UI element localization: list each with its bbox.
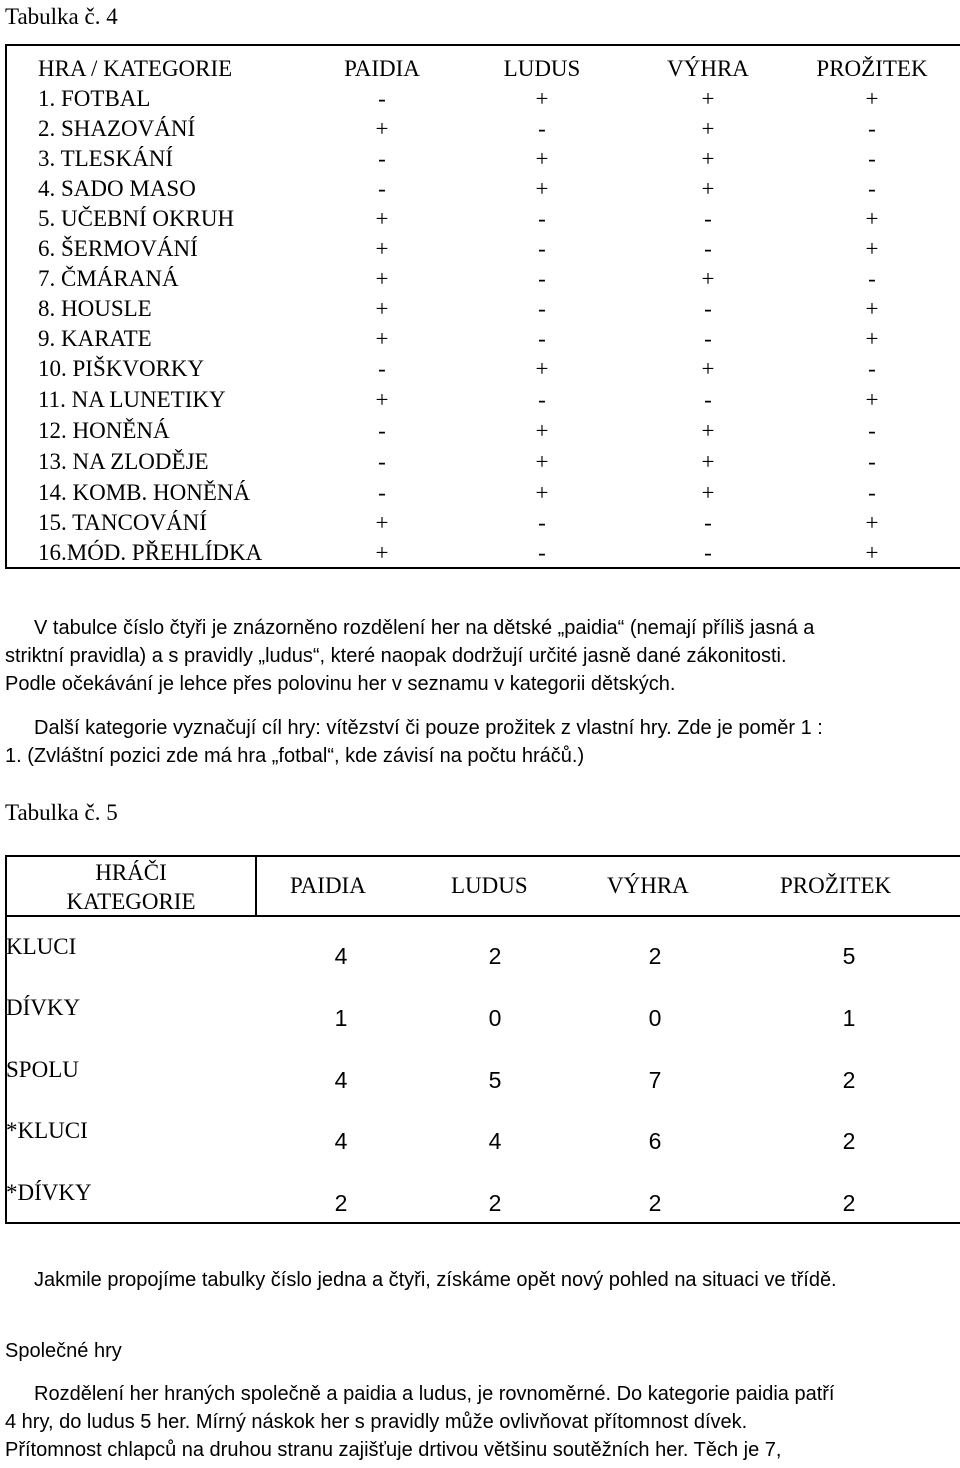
ludus-value: +	[535, 176, 549, 201]
vyhra-value: +	[701, 449, 715, 474]
ludus-value: 4	[488, 1128, 502, 1154]
table4-top-border	[5, 44, 960, 46]
vyhra-value: 2	[648, 1190, 662, 1216]
header-prozitek: PROŽITEK	[816, 56, 928, 81]
row-label: *KLUCI	[6, 1118, 88, 1143]
ludus-value: 5	[488, 1067, 502, 1093]
paidia-value: +	[375, 510, 389, 535]
row-label: DÍVKY	[6, 995, 81, 1020]
vyhra-value: -	[704, 387, 712, 412]
vyhra-value: 7	[648, 1067, 662, 1093]
prozitek-value: +	[865, 236, 879, 261]
prozitek-value: 5	[842, 943, 856, 969]
paidia-value: +	[375, 387, 389, 412]
table-row	[0, 447, 960, 477]
prozitek-value: +	[865, 326, 879, 351]
header-vyhra: VÝHRA	[667, 56, 749, 81]
paidia-value: +	[375, 236, 389, 261]
prozitek-value: -	[868, 480, 876, 505]
paidia-value: -	[378, 146, 386, 171]
paidia-value: 4	[334, 943, 348, 969]
prozitek-value: 2	[842, 1190, 856, 1216]
paragraph-line: striktní pravidla) a s pravidly „ludus“, které naopak dodržují určité jasně dané zákonitosti.	[5, 645, 787, 667]
table-row	[0, 478, 960, 508]
paidia-value: -	[378, 176, 386, 201]
vyhra-value: 2	[648, 943, 662, 969]
vyhra-value: 6	[648, 1128, 662, 1154]
vyhra-value: +	[701, 116, 715, 141]
vyhra-value: +	[701, 418, 715, 443]
table5-bottom-border	[5, 1222, 960, 1224]
table-row	[0, 264, 960, 294]
game-name: 4. SADO MASO	[38, 176, 196, 201]
game-name: 12. HONĚNÁ	[38, 418, 170, 443]
table5-caption: Tabulka č. 5	[5, 800, 118, 825]
table-row	[0, 114, 960, 144]
ludus-value: -	[538, 296, 546, 321]
table-row	[0, 324, 960, 354]
ludus-value: -	[538, 326, 546, 351]
paidia-value: 4	[334, 1128, 348, 1154]
game-name: 11. NA LUNETIKY	[38, 387, 226, 412]
paragraph-table4-description	[5, 614, 955, 698]
paragraph-line: Rozdělení her hraných společně a paidia a ludus, je rovnoměrné. Do kategorie paidia patří	[34, 1383, 835, 1405]
paragraph-common-games	[5, 1380, 955, 1464]
prozitek-value: +	[865, 387, 879, 412]
prozitek-value: -	[868, 449, 876, 474]
game-name: 5. UČEBNÍ OKRUH	[38, 206, 235, 231]
ludus-value: +	[535, 449, 549, 474]
paidia-value: -	[378, 449, 386, 474]
paidia-value: 2	[334, 1190, 348, 1216]
game-name: 13. NA ZLODĚJE	[38, 449, 209, 474]
table4-caption: Tabulka č. 4	[5, 4, 118, 29]
game-name: 3. TLESKÁNÍ	[38, 146, 174, 171]
table5-top-border	[5, 855, 960, 857]
vyhra-value: +	[701, 146, 715, 171]
section-heading-common-games: Společné hry	[5, 1340, 122, 1362]
paragraph-line: Přítomnost chlapců na druhou stranu zajišťuje drtivou většinu soutěžních her. Těch je 7,	[5, 1439, 782, 1461]
vyhra-value: +	[701, 480, 715, 505]
paidia-value: 4	[334, 1067, 348, 1093]
vyhra-value: -	[704, 510, 712, 535]
ludus-value: 2	[488, 943, 502, 969]
paragraph-text: Jakmile propojíme tabulky číslo jedna a čtyři, získáme opět nový pohled na situaci ve třídě.	[34, 1269, 837, 1291]
ludus-value: -	[538, 510, 546, 535]
prozitek-value: 2	[842, 1067, 856, 1093]
ludus-value: -	[538, 387, 546, 412]
table-row	[0, 234, 960, 264]
ludus-value: +	[535, 146, 549, 171]
ludus-value: 2	[488, 1190, 502, 1216]
prozitek-value: +	[865, 296, 879, 321]
ludus-value: +	[535, 418, 549, 443]
paragraph-line: 4 hry, do ludus 5 her. Mírný náskok her s pravidly může ovlivňovat přítomnost dívek.	[5, 1411, 748, 1433]
table-row	[0, 385, 960, 415]
table-row	[0, 416, 960, 446]
t5-header-vyhra: VÝHRA	[607, 873, 689, 898]
table4-header-row	[0, 54, 960, 84]
prozitek-value: -	[868, 418, 876, 443]
game-name: 10. PIŠKVORKY	[38, 356, 205, 381]
game-name: 9. KARATE	[38, 326, 152, 351]
paidia-value: -	[378, 480, 386, 505]
game-name: 14. KOMB. HONĚNÁ	[38, 480, 251, 505]
game-name: 16.MÓD. PŘEHLÍDKA	[38, 540, 263, 565]
prozitek-value: +	[865, 510, 879, 535]
ludus-value: 0	[488, 1005, 502, 1031]
paidia-value: +	[375, 116, 389, 141]
vyhra-value: -	[704, 296, 712, 321]
vyhra-value: +	[701, 356, 715, 381]
prozitek-value: -	[868, 266, 876, 291]
prozitek-value: -	[868, 176, 876, 201]
vyhra-value: +	[701, 176, 715, 201]
game-name: 8. HOUSLE	[38, 296, 152, 321]
table-row	[0, 294, 960, 324]
ludus-value: +	[535, 86, 549, 111]
t5-header-ludus: LUDUS	[451, 873, 528, 898]
paidia-value: -	[378, 86, 386, 111]
paidia-value: +	[375, 296, 389, 321]
paidia-value: +	[375, 326, 389, 351]
row-label: SPOLU	[6, 1057, 79, 1082]
ludus-value: -	[538, 116, 546, 141]
paragraph-combine-tables	[5, 1266, 955, 1294]
game-name: 2. SHAZOVÁNÍ	[38, 116, 196, 141]
game-name: 15. TANCOVÁNÍ	[38, 510, 207, 535]
prozitek-value: -	[868, 146, 876, 171]
paidia-value: +	[375, 266, 389, 291]
prozitek-value: +	[865, 86, 879, 111]
ludus-value: +	[535, 480, 549, 505]
prozitek-value: +	[865, 540, 879, 565]
vyhra-value: +	[701, 86, 715, 111]
table5-corner-header	[7, 858, 255, 916]
vyhra-value: -	[704, 540, 712, 565]
table-row	[0, 84, 960, 114]
paidia-value: 1	[334, 1005, 348, 1031]
table5-header-divider	[255, 855, 257, 917]
vyhra-value: -	[704, 206, 712, 231]
vyhra-value: -	[704, 236, 712, 261]
paidia-value: +	[375, 540, 389, 565]
corner-players-label: HRÁČI	[95, 860, 167, 885]
paragraph-line: Další kategorie vyznačují cíl hry: vítězství či pouze prožitek z vlastní hry. Zde je poměr 1 :	[34, 717, 823, 739]
table-row	[0, 538, 960, 568]
t5-header-prozitek: PROŽITEK	[780, 873, 892, 898]
ludus-value: +	[535, 356, 549, 381]
header-game-category: HRA / KATEGORIE	[38, 56, 233, 81]
table-row	[0, 508, 960, 538]
prozitek-value: -	[868, 116, 876, 141]
prozitek-value: +	[865, 206, 879, 231]
ludus-value: -	[538, 540, 546, 565]
table-row	[0, 174, 960, 204]
vyhra-value: 0	[648, 1005, 662, 1031]
game-name: 6. ŠERMOVÁNÍ	[38, 236, 198, 261]
paragraph-line: V tabulce číslo čtyři je znázorněno rozdělení her na dětské „paidia“ (nemají příliš jasná a	[34, 617, 815, 639]
game-name: 1. FOTBAL	[38, 86, 151, 111]
corner-category-label: KATEGORIE	[66, 889, 196, 914]
header-paidia: PAIDIA	[344, 56, 420, 81]
ludus-value: -	[538, 206, 546, 231]
vyhra-value: +	[701, 266, 715, 291]
t5-header-paidia: PAIDIA	[290, 873, 366, 898]
vyhra-value: -	[704, 326, 712, 351]
paidia-value: -	[378, 418, 386, 443]
paragraph-goal-categories	[5, 714, 955, 770]
ludus-value: -	[538, 236, 546, 261]
game-name: 7. ČMÁRANÁ	[38, 266, 179, 291]
prozitek-value: -	[868, 356, 876, 381]
paragraph-line: 1. (Zvláštní pozici zde má hra „fotbal“, kde závisí na počtu hráčů.)	[5, 745, 585, 767]
table-row	[0, 204, 960, 234]
row-label: *DÍVKY	[6, 1180, 92, 1205]
header-ludus: LUDUS	[503, 56, 581, 81]
ludus-value: -	[538, 266, 546, 291]
prozitek-value: 1	[842, 1005, 856, 1031]
table-row	[0, 144, 960, 174]
table-row	[0, 354, 960, 384]
row-label: KLUCI	[6, 934, 77, 959]
paidia-value: -	[378, 356, 386, 381]
paidia-value: +	[375, 206, 389, 231]
paragraph-line: Podle očekávání je lehce přes polovinu her v seznamu v kategorii dětských.	[5, 673, 676, 695]
prozitek-value: 2	[842, 1128, 856, 1154]
